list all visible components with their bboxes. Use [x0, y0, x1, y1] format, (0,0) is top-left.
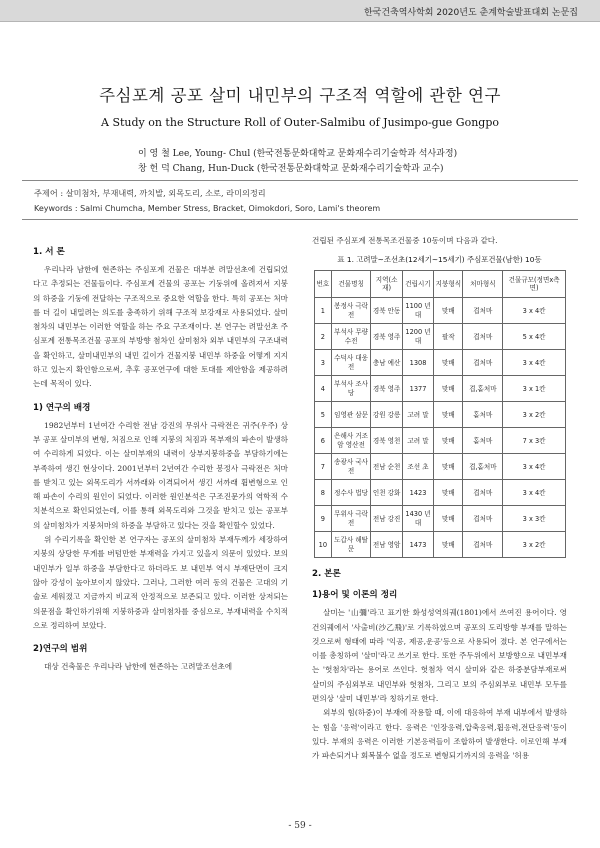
- table-cell: 충남 예산: [371, 350, 402, 376]
- table-cell: 겹,홑처마: [463, 376, 503, 402]
- table-row: [315, 532, 566, 558]
- table-cell: 1: [315, 298, 332, 324]
- table-cell: 경북 영주: [371, 376, 402, 402]
- table-cell: 맞배: [434, 454, 463, 480]
- table-cell: 홑처마: [463, 402, 503, 428]
- right-column-body: [312, 567, 567, 763]
- table-cell: 고려 말: [402, 402, 433, 428]
- table-header-cell: 건립시기: [402, 271, 433, 298]
- section-heading: 1)용어 및 이론의 정리: [312, 590, 398, 601]
- table-cell: 맞배: [434, 350, 463, 376]
- body-paragraph: 외부의 힘(하중)이 부재에 작용할 때, 이에 대응하여 부재 내부에서 발생하는 힘을 '응력'이라고 한다. 응력은 '인장응력,압축응력,휨응력,전단응력'등이 있다. 부재의 응력은 이러한 기본응력들이 조합하여 발생한다. 이로인해 부재가 파손되거나 회복불수 없을 정도로 변형되기까지의 응력을 '허용: [312, 708, 567, 761]
- table-cell: 1473: [402, 532, 433, 558]
- table-cell: 3 x 4칸: [503, 298, 566, 324]
- keywords-english: Keywords : Salmi Chumcha, Member Stress, Bracket, Oimokdori, Soro, Lami's theorem: [34, 204, 381, 213]
- table-caption: 표 1. 고려말~조선초(12세기~15세기) 주심포건물(남한) 10동: [337, 255, 542, 265]
- table-cell: 5 x 4칸: [503, 324, 566, 350]
- paper-title-korean: 주심포계 공포 살미 내민부의 구조적 역할에 관한 연구: [99, 86, 501, 105]
- table-cell: 수덕사 대웅전: [331, 350, 371, 376]
- section-heading: 2)연구의 범위: [33, 644, 88, 655]
- table-cell: 겹처마: [463, 532, 503, 558]
- table-cell: 3 x 4칸: [503, 454, 566, 480]
- table-cell: 5: [315, 402, 332, 428]
- building-table: [314, 270, 566, 558]
- header-bar: [0, 0, 600, 22]
- table-cell: 3 x 4칸: [503, 350, 566, 376]
- table-cell: 강원 강릉: [371, 402, 402, 428]
- table-cell: 7: [315, 454, 332, 480]
- body-paragraph: 위 수리기록을 확인한 본 연구자는 공포의 살미첨차 부재두께가 세장하여 지붕의 상당한 무게를 버텀만한 부재력을 가지고 있을지 의문이 있었다. 보의 내민부가 일부 하중을 부담한다고 하더라도 보 내민부 역시 부재단면이 크지않아 강성이 높아보이지 않았다. 그러나, 그러한 여러 동의 건물은 고대의 기술로 세워졌고 지금까지 비교적 안정적으로 보존되고 있다. 이러한 상저되는 의문점을 확인하기위해 지붕하중과 살미첨차를 중심으로, 부재내력을 수치적으로 정리하여 보았다.: [33, 535, 288, 630]
- right-column: [312, 234, 567, 764]
- table-cell: 경북 영주: [371, 324, 402, 350]
- body-paragraph: 1982년부터 1년여간 수리한 전남 강진의 무위사 극락전은 귀주(우주) 상부 공포 살미부의 변형, 처짐으로 인해 지붕의 처짐과 목부재의 파손이 발생하여 수리하게 되었다. 이는 살미부재의 내력이 상부지붕하중을 부담하기에는 부족하여 생긴 현상이다. 2001년부터 2년여간 수리한 봉정사 극락전은 처마를 받치고 있는 외목도리가 서까래와 이격되어서 생긴 서까래 휨변형으로 인해 파손이 수리의 원인이 되었다. 이러한 원인분석은 구조진문가의 역학적 수치분석으로 확인되었는데, 이를 통해 외목도리와 그것을 받치고 있는 공포부의 살미첨차가 지붕처마의 하중을 부담하고 있다는 것을 확인할수 있었다.: [33, 420, 288, 530]
- table-cell: 조선 초: [402, 454, 433, 480]
- table-row: [315, 324, 566, 350]
- table-cell: 무위사 극락전: [331, 506, 371, 532]
- body-paragraph: 대상 건축물은 우리나라 남한에 현존하는 고려말조선초에: [44, 662, 233, 672]
- table-cell: 겹,홑처마: [463, 454, 503, 480]
- table-cell: 7 x 3칸: [503, 428, 566, 454]
- table-cell: 홑처마: [463, 428, 503, 454]
- table-cell: 3 x 2칸: [503, 402, 566, 428]
- author-1: 이 영 철 Lee, Young- Chul (한국전통문화대학교 문화재수리기술학과 석사과정): [138, 149, 458, 159]
- table-cell: 맞배: [434, 532, 463, 558]
- table-header-cell: 처마형식: [463, 271, 503, 298]
- table-body: [315, 298, 566, 558]
- table-cell: 1200 년대: [402, 324, 433, 350]
- table-cell: 9: [315, 506, 332, 532]
- table-cell: 팔작: [434, 324, 463, 350]
- table-row: [315, 298, 566, 324]
- table-cell: 전남 순천: [371, 454, 402, 480]
- table-header-row: [315, 271, 566, 298]
- table-row: [315, 350, 566, 376]
- table-cell: 1423: [402, 480, 433, 506]
- table-cell: 겹처마: [463, 298, 503, 324]
- keywords-box: [22, 180, 578, 220]
- table-row: [315, 480, 566, 506]
- table-header-cell: 지역(소재): [371, 271, 402, 298]
- left-column: [33, 234, 288, 674]
- table-cell: 2: [315, 324, 332, 350]
- table-cell: 맞배: [434, 298, 463, 324]
- section-heading: 1. 서 론: [33, 247, 65, 257]
- table-cell: 송광사 국사전: [331, 454, 371, 480]
- table-row: [315, 506, 566, 532]
- table-cell: 3 x 4칸: [503, 480, 566, 506]
- table-cell: 부석사 무량수전: [331, 324, 371, 350]
- table-cell: 봉정사 극락전: [331, 298, 371, 324]
- table-cell: 고려 말: [402, 428, 433, 454]
- conference-title: 한국건축역사학회 2020년도 춘계학술발표대회 논문집: [363, 8, 578, 18]
- table-cell: 맞배: [434, 506, 463, 532]
- table-cell: 부석사 조사당: [331, 376, 371, 402]
- keywords-korean: 주제어 : 살미첨차, 부재내력, 까치발, 외목도리, 소로, 라미의정리: [34, 188, 266, 198]
- table-cell: 3 x 3칸: [503, 506, 566, 532]
- table-cell: 1430 년대: [402, 506, 433, 532]
- table-row: [315, 454, 566, 480]
- right-intro: 건립된 주심포계 전통목조건물중 10동이며 다음과 같다.: [312, 236, 498, 245]
- table-cell: 겹처마: [463, 506, 503, 532]
- table-cell: 6: [315, 428, 332, 454]
- table-cell: 8: [315, 480, 332, 506]
- table-cell: 10: [315, 532, 332, 558]
- table-cell: 경북 안동: [371, 298, 402, 324]
- table-cell: 맞배: [434, 402, 463, 428]
- table-cell: 1377: [402, 376, 433, 402]
- table-row: [315, 402, 566, 428]
- section-heading: 1) 연구의 배경: [33, 402, 91, 413]
- table-cell: 임영관 삼문: [331, 402, 371, 428]
- table-row: [315, 428, 566, 454]
- paper-title-english: A Study on the Structure Roll of Outer-Salmibu of Jusimpo-gue Gongpo: [101, 116, 499, 129]
- author-2: 창 헌 덕 Chang, Hun-Duck (한국전통문화대학교 문화재수리기술학과 교수): [138, 164, 444, 174]
- table-row: [315, 376, 566, 402]
- table-cell: 3 x 1칸: [503, 376, 566, 402]
- table-cell: 정수사 법당: [331, 480, 371, 506]
- table-cell: 경북 영천: [371, 428, 402, 454]
- table-cell: 겹처마: [463, 350, 503, 376]
- table-header-cell: 건물규모(정면x측면): [503, 271, 566, 298]
- table-cell: 도갑사 해탈문: [331, 532, 371, 558]
- body-paragraph: 살미는 '山彌'라고 표기한 화성성역의궤(1801)에서 쓰여진 용어이다. 영건의궤에서 '사출비(沙乙飛)'로 기록하였으며 공포의 도리방향 부재를 말하는 것으로써 형태에 따라 '익공, 제공,운공'등으로 사용되어 졌다. 본 연구에서는 이를 총칭하여 '살미'라고 쓰기로 한다. 또한 주두위에서 보방향으로 내민부재는 '헛첨차'라는 용어로 쓰인다. 헛첨차 역시 살미와 같은 하중분담부재로써 살미의 주심외부로 내민부와 헛첨차, 그리고 보의 주심외부로 내민부 모두를 편의상 '살미 내민부'라 칭하기로 한다.: [312, 608, 567, 704]
- table-header-cell: 번호: [315, 271, 332, 298]
- table-cell: 전남 강진: [371, 506, 402, 532]
- table-cell: 1100 년대: [402, 298, 433, 324]
- table-cell: 전남 영암: [371, 532, 402, 558]
- table-cell: 맞배: [434, 376, 463, 402]
- body-paragraph: 우리나라 남한에 현존하는 주심포계 건물은 대부분 려말선초에 건립되었다고 추정되는 건물들이다. 주심포계 건물의 공포는 기둥위에 올려져서 지붕의 하중을 기둥에 전달하는 구조적으로 중요한 역할을 한다. 특히 공포는 처마를 더 길이 내밀려는 의도를 충족하기 위해 구조적 보강재로 사용되었다. 살미첨차의 내민부는 이러한 역할을 하는 주요 구조재이다. 본 연구는 려말선초 주심포계 전통목조건물 공포의 부방향 첨차인 살미첨차 외부 내민부의 구조내력을 확인하고, 살미내민부의 내민 길이가 건물지붕 내민부 하중을 어떻게 지지하고 있는지 확인함으로써, 추후 공포연구에 대한 토대를 제안함을 제공하려는데 목적이 있다.: [33, 265, 288, 389]
- page-number: - 59 -: [288, 821, 312, 831]
- table-cell: 4: [315, 376, 332, 402]
- table-cell: 맞배: [434, 428, 463, 454]
- table-cell: 겹처마: [463, 480, 503, 506]
- table-cell: 은해사 거조암 영산전: [331, 428, 371, 454]
- table-cell: 3 x 2칸: [503, 532, 566, 558]
- section-heading: 2. 본론: [312, 569, 341, 580]
- table-cell: 맞배: [434, 480, 463, 506]
- table-cell: 3: [315, 350, 332, 376]
- table-cell: 인천 강화: [371, 480, 402, 506]
- table-cell: 1308: [402, 350, 433, 376]
- table-header-cell: 건물명칭: [331, 271, 371, 298]
- table-header-cell: 지붕형식: [434, 271, 463, 298]
- table-cell: 겹처마: [463, 324, 503, 350]
